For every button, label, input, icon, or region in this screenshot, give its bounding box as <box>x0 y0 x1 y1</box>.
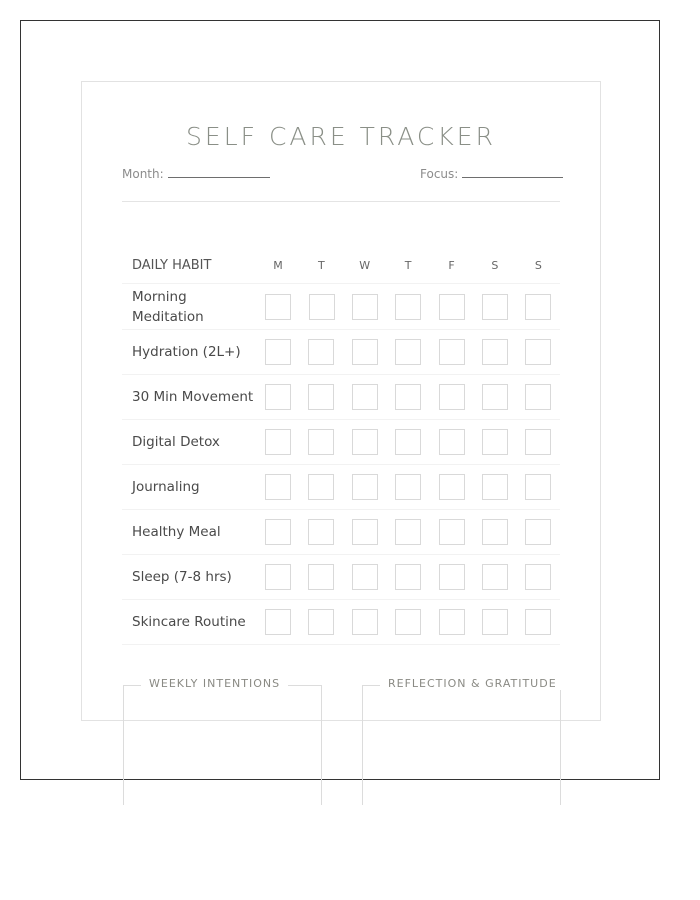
habit-label: Digital Detox <box>132 434 220 450</box>
checkbox-wed[interactable] <box>352 474 378 500</box>
focus-label: Focus: <box>420 167 459 181</box>
day-header-fri: F <box>448 258 455 272</box>
checkbox-wed[interactable] <box>352 564 378 590</box>
checkbox-mon[interactable] <box>265 564 291 590</box>
checkbox-wed[interactable] <box>352 609 378 635</box>
table-row <box>122 510 560 555</box>
checkbox-mon[interactable] <box>265 384 291 410</box>
day-header-mon: M <box>273 258 283 272</box>
table-row <box>122 375 560 420</box>
checkbox-sun[interactable] <box>525 564 551 590</box>
habit-label: Journaling <box>132 479 200 495</box>
checkbox-tue[interactable] <box>308 429 334 455</box>
checkbox-mon[interactable] <box>265 609 291 635</box>
table-row <box>122 600 560 645</box>
checkbox-tue[interactable] <box>309 294 335 320</box>
checkbox-thu[interactable] <box>395 294 421 320</box>
table-row <box>122 555 560 600</box>
checkbox-mon[interactable] <box>265 294 291 320</box>
habit-label: 30 Min Movement <box>132 389 254 405</box>
checkbox-sun[interactable] <box>525 294 551 320</box>
checkbox-sun[interactable] <box>525 429 551 455</box>
checkbox-thu[interactable] <box>395 474 421 500</box>
checkbox-mon[interactable] <box>265 474 291 500</box>
checkbox-mon[interactable] <box>265 519 291 545</box>
checkbox-fri[interactable] <box>439 474 465 500</box>
checkbox-fri[interactable] <box>439 294 465 320</box>
page-title: SELF CARE TRACKER <box>186 122 496 151</box>
month-input-line[interactable] <box>168 166 270 178</box>
checkbox-tue[interactable] <box>308 384 334 410</box>
checkbox-sun[interactable] <box>525 609 551 635</box>
tracker-card <box>81 81 601 721</box>
checkbox-wed[interactable] <box>352 519 378 545</box>
habit-label: Hydration (2L+) <box>132 344 241 360</box>
weekly-intentions-heading: WEEKLY INTENTIONS <box>141 677 288 690</box>
weekly-intentions-section[interactable] <box>123 677 322 805</box>
checkbox-wed[interactable] <box>352 339 378 365</box>
reflection-gratitude-section[interactable] <box>362 677 561 805</box>
checkbox-mon[interactable] <box>265 429 291 455</box>
checkbox-wed[interactable] <box>352 384 378 410</box>
day-header-sun: S <box>534 258 542 272</box>
checkbox-sun[interactable] <box>525 474 551 500</box>
checkbox-mon[interactable] <box>265 339 291 365</box>
checkbox-fri[interactable] <box>439 519 465 545</box>
month-field[interactable] <box>122 166 270 181</box>
checkbox-wed[interactable] <box>352 429 378 455</box>
checkbox-sat[interactable] <box>482 474 508 500</box>
checkbox-sat[interactable] <box>482 564 508 590</box>
checkbox-tue[interactable] <box>308 609 334 635</box>
header-divider <box>122 201 560 202</box>
checkbox-fri[interactable] <box>439 384 465 410</box>
checkbox-fri[interactable] <box>439 429 465 455</box>
checkbox-thu[interactable] <box>395 564 421 590</box>
day-header-tue: T <box>317 258 325 272</box>
table-row <box>122 330 560 375</box>
table-header <box>122 247 560 284</box>
day-header-sat: S <box>491 258 499 272</box>
checkbox-sun[interactable] <box>525 339 551 365</box>
checkbox-tue[interactable] <box>308 474 334 500</box>
focus-field[interactable] <box>420 166 563 181</box>
habit-column-header: DAILY HABIT <box>132 257 212 273</box>
checkbox-sat[interactable] <box>482 519 508 545</box>
checkbox-fri[interactable] <box>439 564 465 590</box>
day-header-wed: W <box>359 258 371 272</box>
checkbox-wed[interactable] <box>352 294 378 320</box>
checkbox-thu[interactable] <box>395 339 421 365</box>
habit-label: Skincare Routine <box>132 614 246 630</box>
table-row <box>122 465 560 510</box>
checkbox-tue[interactable] <box>308 339 334 365</box>
checkbox-thu[interactable] <box>395 609 421 635</box>
habit-label: Healthy Meal <box>132 524 221 540</box>
month-label: Month: <box>122 167 164 181</box>
checkbox-thu[interactable] <box>395 384 421 410</box>
checkbox-thu[interactable] <box>395 429 421 455</box>
checkbox-tue[interactable] <box>308 519 334 545</box>
checkbox-sat[interactable] <box>482 609 508 635</box>
checkbox-thu[interactable] <box>395 519 421 545</box>
habit-table <box>122 247 560 645</box>
checkbox-sun[interactable] <box>525 519 551 545</box>
habit-label: Sleep (7-8 hrs) <box>132 569 232 585</box>
day-header-thu: T <box>404 258 412 272</box>
habit-label: Morning Meditation <box>132 288 204 325</box>
table-row <box>122 420 560 465</box>
checkbox-fri[interactable] <box>439 609 465 635</box>
focus-input-line[interactable] <box>462 166 563 178</box>
reflection-gratitude-heading: REFLECTION & GRATITUDE <box>380 677 565 690</box>
checkbox-tue[interactable] <box>308 564 334 590</box>
checkbox-sat[interactable] <box>482 339 508 365</box>
table-row <box>122 284 560 330</box>
checkbox-sat[interactable] <box>482 384 508 410</box>
checkbox-sat[interactable] <box>482 429 508 455</box>
checkbox-sat[interactable] <box>482 294 508 320</box>
checkbox-sun[interactable] <box>525 384 551 410</box>
checkbox-fri[interactable] <box>439 339 465 365</box>
